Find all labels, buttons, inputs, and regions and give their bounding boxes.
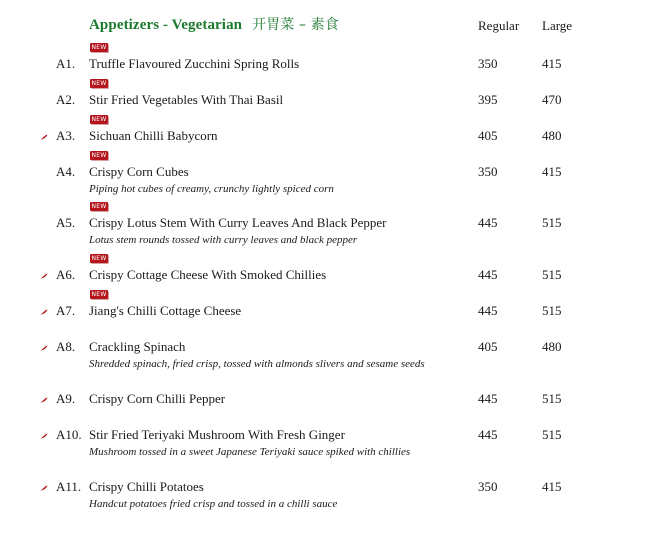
item-name: Truffle Flavoured Zucchini Spring Rolls [89,56,300,71]
item-name: Stir Fried Teriyaki Mushroom With Fresh Ginger [89,427,345,442]
price-large: 415 [542,56,562,71]
item-code: A11. [56,479,82,494]
item-name: Crackling Spinach [89,339,186,354]
price-large: 480 [542,128,562,143]
item-description: Lotus stem rounds tossed with curry leaves and black pepper [89,234,358,246]
price-regular: 445 [478,427,498,442]
item-code: A3. [56,128,76,143]
item-code: A10. [56,427,82,442]
price-large: 480 [542,339,562,354]
price-regular: 445 [478,267,498,282]
chilli-icon [40,345,48,351]
section-title-cn: 开胃菜 – 素食 [252,17,339,33]
item-code: A8. [56,339,76,354]
chilli-icon [40,485,48,491]
column-header-large: Large [542,18,573,33]
price-regular: 445 [478,303,498,318]
new-badge: NEW [91,291,107,298]
chilli-icon [40,134,48,140]
item-code: A9. [56,391,76,406]
price-large: 415 [542,164,562,179]
price-regular: 350 [478,164,498,179]
price-large: 470 [542,92,562,107]
price-regular: 395 [478,92,498,107]
item-code: A7. [56,303,76,318]
price-regular: 445 [478,215,498,230]
item-name: Crispy Cottage Cheese With Smoked Chillies [89,267,327,282]
item-description: Mushroom tossed in a sweet Japanese Teriyaki sauce spiked with chillies [89,446,411,458]
price-regular: 350 [478,479,498,494]
price-large: 515 [542,267,562,282]
item-description: Shredded spinach, fried crisp, tossed with almonds slivers and sesame seeds [89,358,425,370]
price-regular: 405 [478,339,498,354]
price-regular: 445 [478,391,498,406]
item-name: Crispy Corn Chilli Pepper [89,391,226,406]
item-name: Crispy Chilli Potatoes [89,479,204,494]
item-code: A6. [56,267,76,282]
item-name: Stir Fried Vegetables With Thai Basil [89,92,284,107]
item-name: Crispy Lotus Stem With Curry Leaves And Black Pepper [89,215,387,230]
item-description: Handcut potatoes fried crisp and tossed in a chilli sauce [89,498,338,510]
column-header-regular: Regular [478,18,520,33]
chilli-icon [40,309,48,315]
new-badge: NEW [91,152,107,159]
new-badge: NEW [91,116,107,123]
item-code: A5. [56,215,76,230]
price-large: 515 [542,391,562,406]
new-badge: NEW [91,255,107,262]
price-large: 515 [542,215,562,230]
new-badge: NEW [91,44,107,51]
chilli-icon [40,433,48,439]
new-badge: NEW [91,203,107,210]
price-regular: 350 [478,56,498,71]
price-regular: 405 [478,128,498,143]
item-code: A1. [56,56,76,71]
new-badge: NEW [91,80,107,87]
item-code: A2. [56,92,76,107]
item-description: Piping hot cubes of creamy, crunchy lightly spiced corn [89,183,334,195]
price-large: 515 [542,303,562,318]
item-name: Jiang's Chilli Cottage Cheese [89,303,242,318]
item-name: Sichuan Chilli Babycorn [89,128,218,143]
price-large: 515 [542,427,562,442]
chilli-icon [40,397,48,403]
section-title-en: Appetizers - Vegetarian [89,17,243,33]
item-code: A4. [56,164,76,179]
price-large: 415 [542,479,562,494]
item-name: Crispy Corn Cubes [89,164,189,179]
chilli-icon [40,273,48,279]
